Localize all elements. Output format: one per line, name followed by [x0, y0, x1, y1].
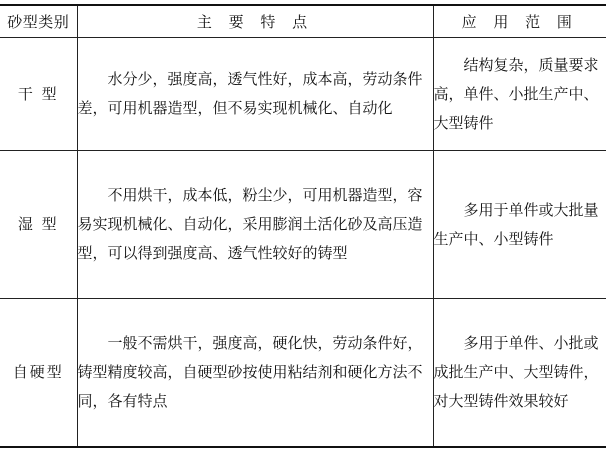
header-mold-type: 砂型类别 [0, 5, 77, 38]
application-cell: 结构复杂，质量要求高，单件、小批生产中、大型铸件 [433, 38, 606, 151]
features-cell: 水分少，强度高，透气性好，成本高，劳动条件差，可用机器造型，但不易实现机械化、自动化 [77, 38, 433, 151]
mold-type-cell: 湿 型 [0, 151, 77, 299]
mold-type-cell: 自硬型 [0, 299, 77, 448]
application-cell: 多用于单件、小批或成批生产中、大型铸件，对大型铸件效果较好 [433, 299, 606, 448]
sand-mold-table [0, 4, 606, 448]
header-row [0, 5, 606, 38]
table-header [0, 5, 606, 38]
table-row [0, 38, 606, 151]
header-application-range: 应 用 范 围 [433, 5, 606, 38]
header-main-features: 主 要 特 点 [77, 5, 433, 38]
table-row [0, 299, 606, 448]
table-body [0, 38, 606, 448]
mold-type-cell: 干 型 [0, 38, 77, 151]
features-cell: 不用烘干，成本低，粉尘少，可用机器造型，容易实现机械化、自动化，采用膨润土活化砂及高压造型，可以得到强度高、透气性较好的铸型 [77, 151, 433, 299]
application-cell: 多用于单件或大批量生产中、小型铸件 [433, 151, 606, 299]
table-row [0, 151, 606, 299]
features-cell: 一般不需烘干，强度高，硬化快，劳动条件好，铸型精度较高，自硬型砂按使用粘结剂和硬化方法不同，各有特点 [77, 299, 433, 448]
